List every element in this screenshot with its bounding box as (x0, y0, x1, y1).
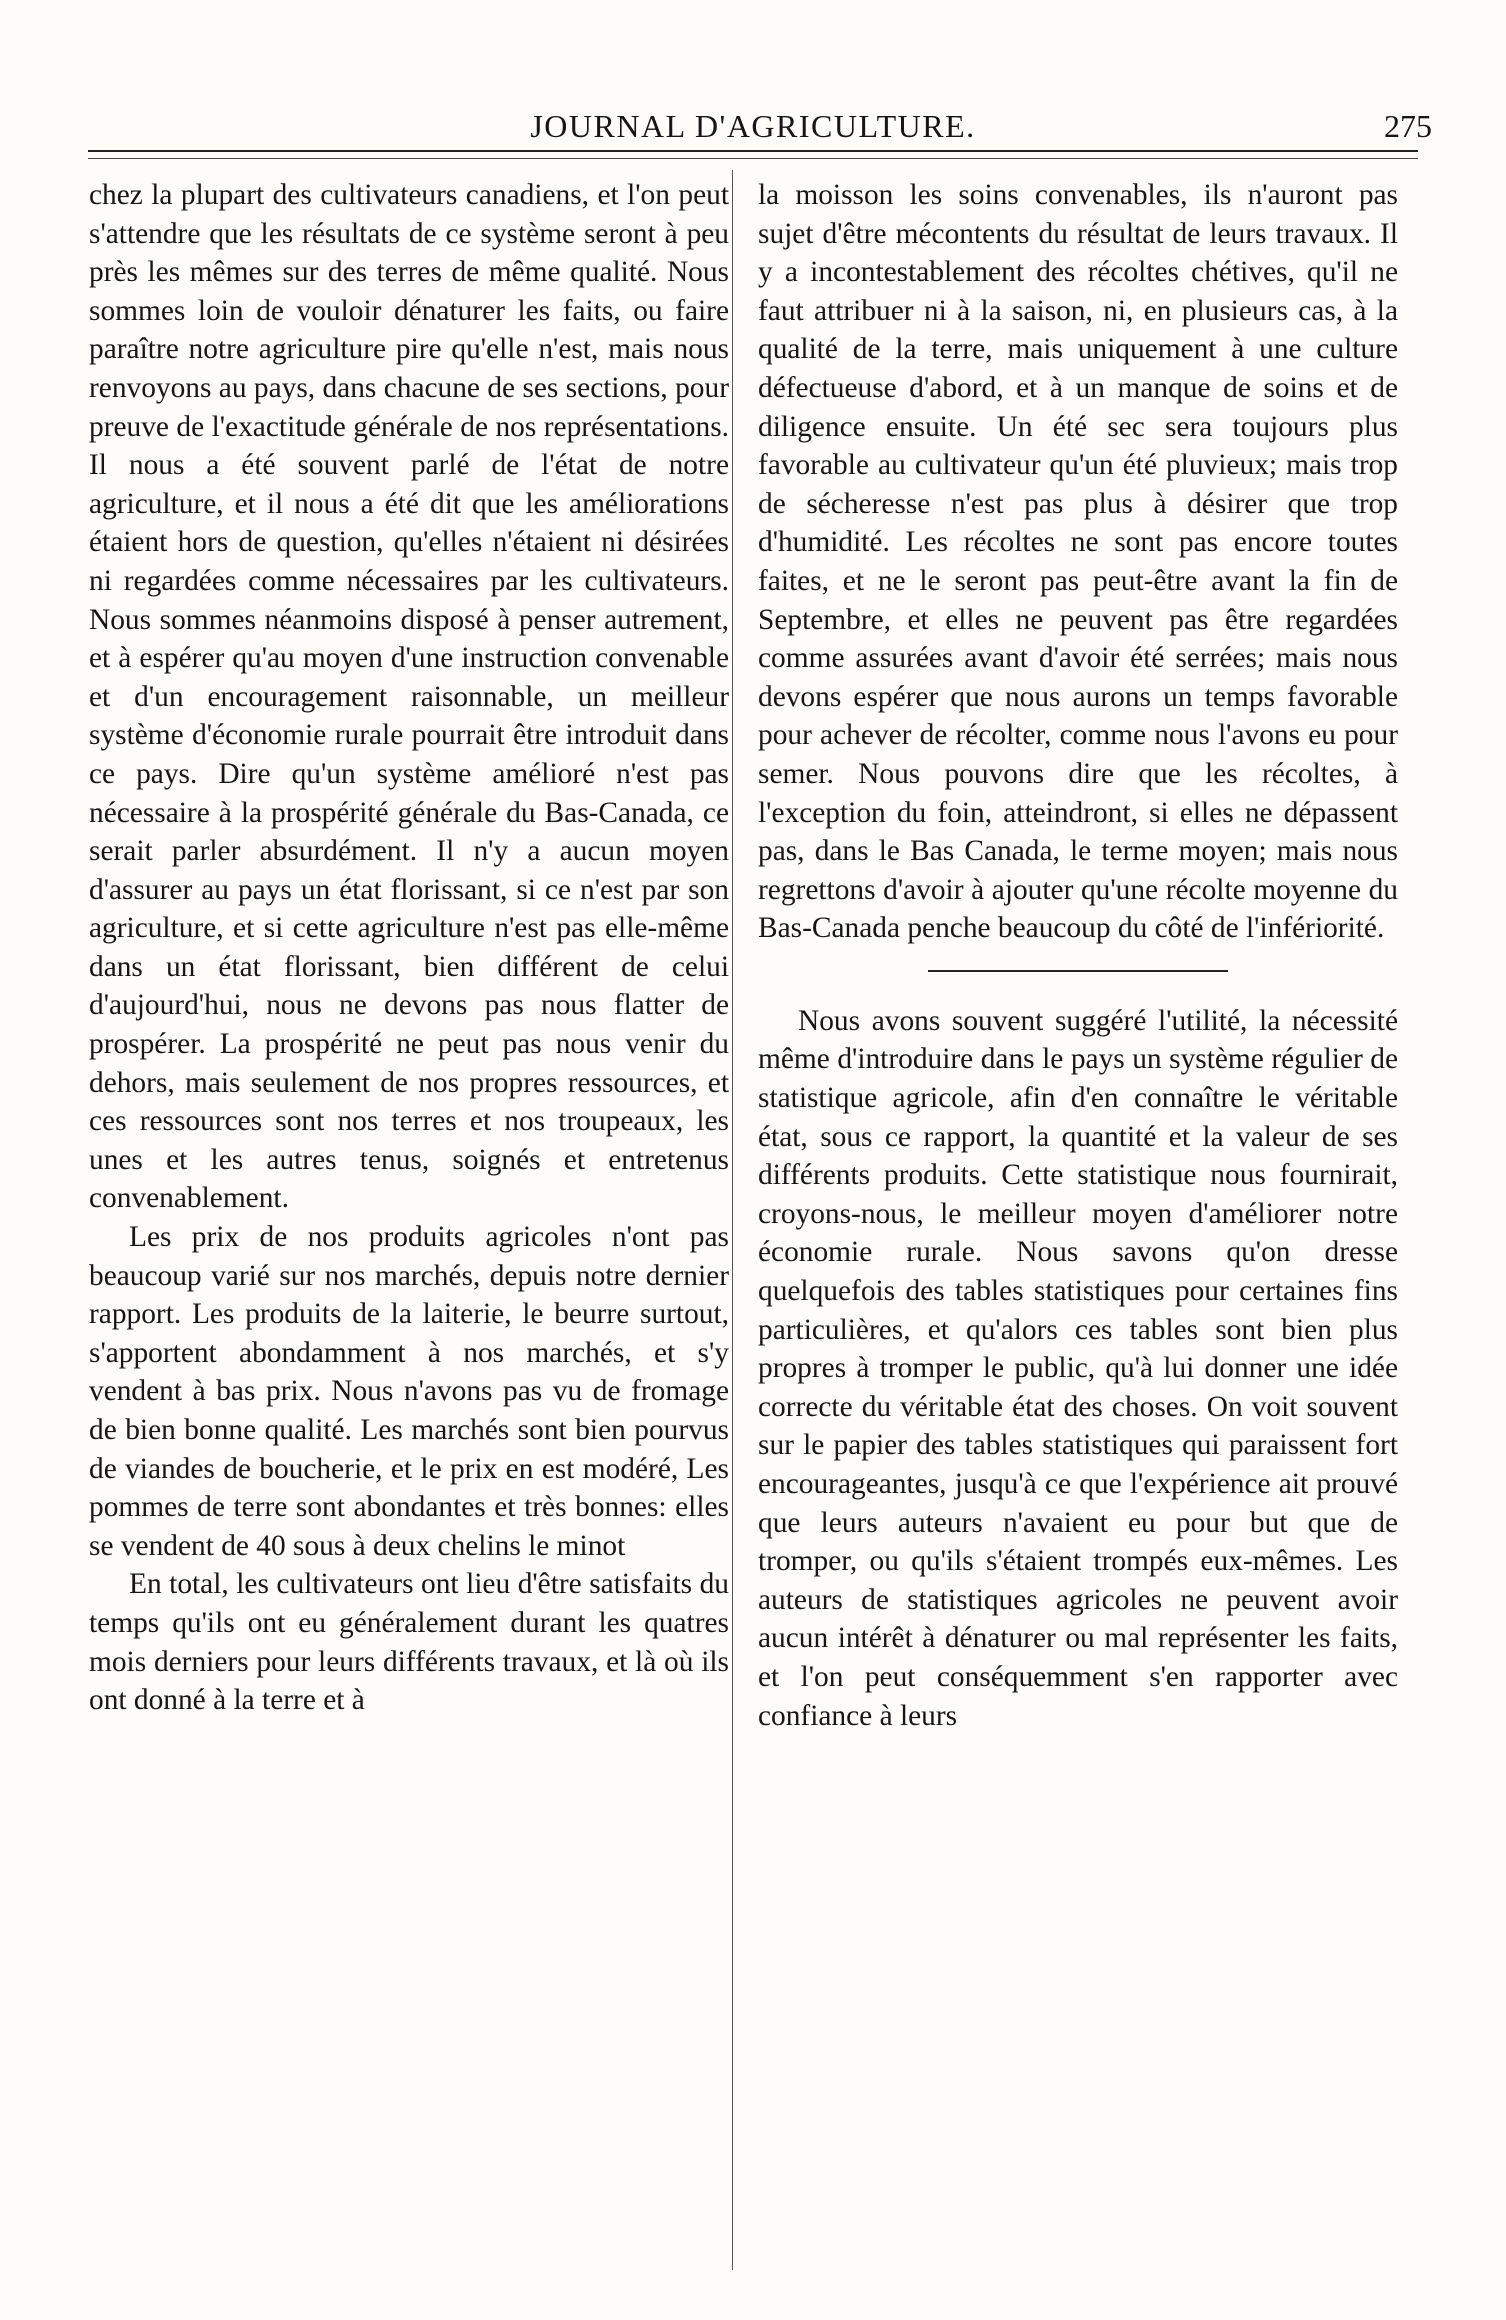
header-rule (88, 150, 1418, 152)
left-paragraph-1: chez la plupart des cultivateurs canadiens, et l'on peut s'attendre que les résultats de ce système seront à peu près les mêmes sur des terres de même qualité. Nous sommes loin de vouloir dénaturer les faits, ou faire paraître notre agriculture pire qu'elle n'est, mais nous renvoyons au pays, dans chacune de ses sections, pour preuve de l'exactitude générale de nos représentations. Il nous a été souvent parlé de l'état de notre agriculture, et il nous a été dit que les améliorations étaient hors de question, qu'elles n'étaient ni désirées ni regardées comme nécessaires par les cultivateurs. Nous sommes néanmoins disposé à penser autrement, et à espérer qu'au moyen d'une instruction convenable et d'un encouragement raisonnable, un meilleur système d'économie rurale pourrait être introduit dans ce pays. Dire qu'un système amélioré n'est pas nécessaire à la prospérité générale du Bas-Canada, ce serait parler absurdément. Il n'y a aucun moyen d'assurer au pays un état florissant, si ce n'est par son agriculture, et si cette agriculture n'est pas elle-même dans un état florissant, bien différent de celui d'aujourd'hui, nous ne devons pas nous flatter de prospérer. La prospérité ne peut pas nous venir du dehors, mais seulement de nos propres ressources, et ces ressources sont nos terres et nos troupeaux, les unes et les autres tenus, soignés et entretenus convenablement. (89, 179, 729, 1215)
right-paragraph-2: Nous avons souvent suggéré l'utilité, la nécessité même d'introduire dans le pays un système régulier de statistique agricole, afin d'en connaître le véritable état, sous ce rapport, la quantité et la valeur de ses différents produits. Cette statistique nous fournirait, croyons-nous, le meilleur moyen d'améliorer notre économie rurale. Nous savons qu'on dresse quelquefois des tables statistiques pour certaines fins particulières, et qu'alors ces tables sont bien plus propres à tromper le public, qu'à lui donner une idée correcte du véritable état des choses. On voit souvent sur le papier des tables statistiques qui paraissent fort encourageantes, jusqu'à ce que l'expérience ait prouvé que leurs auteurs n'avaient eu pour but que de tromper, ou qu'ils s'étaient trompés eux-mêmes. Les auteurs de statistiques agricoles ne peuvent avoir aucun intérêt à dénaturer ou mal représenter les faits, et l'on peut conséquemment s'en rapporter avec confiance à leurs (758, 1004, 1398, 1732)
header-rule-thin (88, 158, 1418, 159)
running-title: JOURNAL D'AGRICULTURE. (530, 108, 976, 144)
left-column (89, 176, 729, 1720)
right-paragraph-1: la moisson les soins convenables, ils n'auront pas sujet d'être mécontents du résultat de leurs travaux. Il y a incontestablement des récoltes chétives, qu'il ne faut attribuer ni à la saison, ni, en plusieurs cas, à la qualité de la terre, mais uniquement à une culture défectueuse d'abord, et à un manque de soins et de diligence ensuite. Un été sec sera toujours plus favorable au cultivateur qu'un été pluvieux; mais trop de sécheresse n'est pas plus à désirer que trop d'humidité. Les récoltes ne sont pas encore toutes faites, et ne le seront pas peut-être avant la fin de Septembre, et elles ne peuvent pas être regardées comme assurées avant d'avoir été serrées; mais nous devons espérer que nous aurons un temps favorable pour achever de récolter, comme nous l'avons eu pour semer. Nous pouvons dire que les récoltes, à l'exception du foin, atteindront, si elles ne dépassent pas, dans le Bas Canada, le terme moyen; mais nous regrettons d'avoir à ajouter qu'une récolte moyenne du Bas-Canada penche beaucoup du côté de l'infériorité. (758, 179, 1398, 945)
left-paragraph-2: Les prix de nos produits agricoles n'ont pas beaucoup varié sur nos marchés, depuis notre dernier rapport. Les produits de la laiterie, le beurre surtout, s'apportent abondamment à nos marchés, et s'y vendent à bas prix. Nous n'avons pas vu de fromage de bien bonne qualité. Les marchés sont bien pourvus de viandes de boucherie, et le prix en est modéré, Les pommes de terre sont abondantes et très bonnes: elles se vendent de 40 sous à deux chelins le minot (89, 1221, 729, 1562)
section-break-rule (928, 970, 1228, 972)
page-header (0, 104, 1506, 152)
column-divider (732, 170, 733, 2270)
page-number: 275 (1384, 108, 1432, 144)
right-column (758, 176, 1398, 1735)
left-paragraph-3: En total, les cultivateurs ont lieu d'être satisfaits du temps qu'ils ont eu généralement durant les quatres mois derniers pour leurs différents travaux, et là où ils ont donné à la terre et à (89, 1568, 729, 1717)
